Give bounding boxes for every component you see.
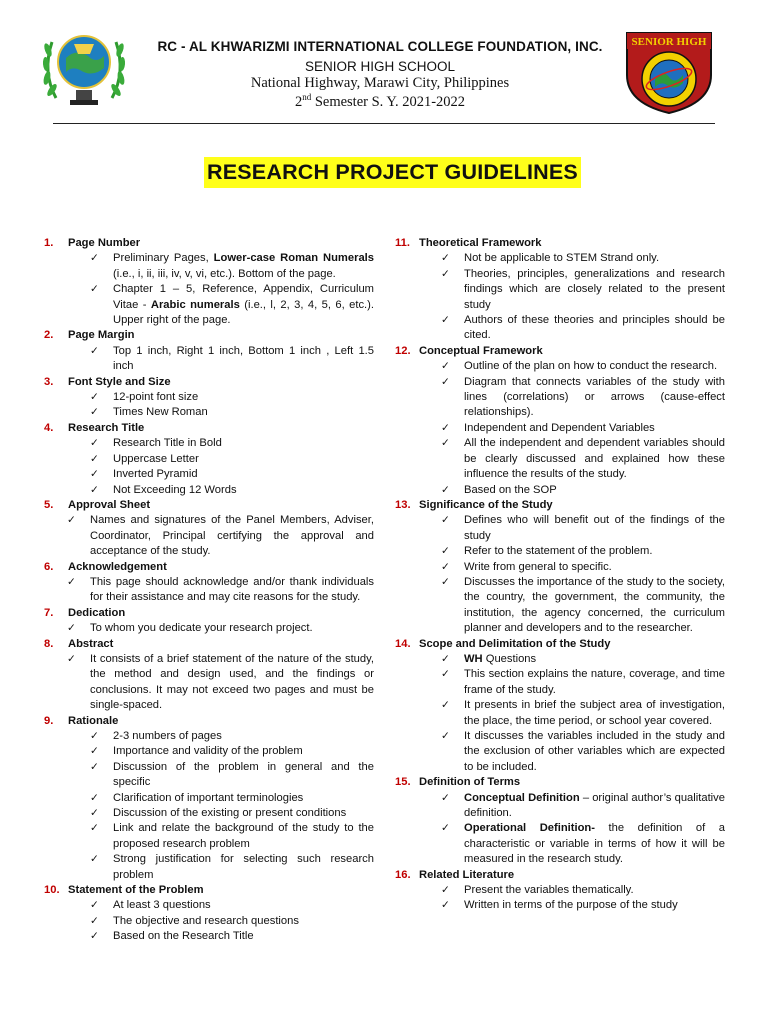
section-number: 16.	[395, 868, 411, 881]
guideline-item	[44, 821, 374, 852]
checkmark-icon: ✓	[90, 930, 99, 943]
checkmark-icon: ✓	[90, 483, 99, 496]
item-text: The objective and research questions	[113, 914, 299, 927]
guideline-item	[395, 698, 725, 729]
guideline-item	[44, 452, 374, 467]
item-text: All the independent and dependent variables should be clearly discussed and explained how these influence the results of the study.	[464, 437, 725, 481]
checkmark-icon: ✓	[67, 652, 76, 665]
item-text: Link and relate the background of the study to the proposed research problem	[113, 822, 374, 850]
section-heading	[395, 344, 725, 359]
guideline-item	[395, 729, 725, 775]
item-text-bold: Lower-case Roman Numerals	[213, 252, 374, 265]
item-text: Not be applicable to STEM Strand only.	[464, 252, 660, 265]
guideline-item	[44, 390, 374, 405]
section-number: 5.	[44, 498, 54, 511]
section-number: 14.	[395, 637, 411, 650]
section-title: Font Style and Size	[68, 375, 171, 388]
guideline-item	[395, 821, 725, 867]
checkmark-icon: ✓	[441, 360, 450, 373]
school-year: 2nd Semester S. Y. 2021-2022	[294, 92, 466, 110]
item-text: Outline of the plan on how to conduct the research.	[464, 360, 718, 373]
section-title: Research Title	[68, 421, 145, 434]
section-number: 13.	[395, 498, 411, 511]
checkmark-icon: ✓	[441, 437, 450, 450]
section-number: 3.	[44, 375, 54, 388]
section-title: Conceptual Framework	[419, 344, 543, 357]
section-title: Rationale	[68, 714, 119, 727]
item-text-bold: Arabic numerals	[150, 298, 240, 311]
item-text: It presents in brief the subject area of investigation, the place, the time period, or school year covered.	[464, 699, 725, 727]
item-text: the definition of a characteristic or variable in terms of how it will be measured in the research study.	[464, 822, 725, 866]
section-number: 12.	[395, 344, 411, 357]
section-heading	[44, 606, 374, 621]
checkmark-icon: ✓	[441, 314, 450, 327]
checkmark-icon: ✓	[441, 483, 450, 496]
item-text: To whom you dedicate your research project.	[90, 622, 313, 635]
guideline-item	[44, 483, 374, 498]
section-heading	[44, 714, 374, 729]
section-title: Abstract	[68, 637, 114, 650]
item-text: Defines who will benefit out of the findings of the study	[464, 514, 725, 542]
section-title: Theoretical Framework	[419, 237, 542, 249]
item-text: Times New Roman	[113, 406, 208, 419]
item-text: Independent and Dependent Variables	[464, 421, 655, 434]
checkmark-icon: ✓	[90, 914, 99, 927]
guideline-item	[395, 791, 725, 822]
checkmark-icon: ✓	[67, 575, 76, 588]
guideline-item	[44, 744, 374, 759]
section-number: 15.	[395, 776, 411, 789]
guideline-item	[395, 313, 725, 344]
guideline-item	[395, 513, 725, 544]
item-text: Write from general to specific.	[464, 560, 612, 573]
section-heading	[44, 883, 374, 898]
guideline-item	[395, 375, 725, 421]
item-text: Uppercase Letter	[113, 452, 199, 465]
guideline-item	[44, 729, 374, 744]
section-number: 4.	[44, 421, 54, 434]
item-text: Questions	[482, 652, 537, 665]
guideline-item	[395, 883, 725, 898]
checkmark-icon: ✓	[441, 375, 450, 388]
guideline-item	[44, 513, 374, 559]
item-text-bold: WH	[464, 652, 483, 665]
item-text: (i.e., l, 2, 3, 4, 5, 6, etc.). Upper right of the page.	[113, 298, 374, 327]
section-heading	[395, 868, 725, 883]
checkmark-icon: ✓	[441, 822, 450, 835]
section-title: Scope and Delimitation of the Study	[419, 637, 611, 650]
checkmark-icon: ✓	[90, 760, 99, 773]
checkmark-icon: ✓	[90, 344, 99, 357]
school-name: SENIOR HIGH SCHOOL	[304, 59, 456, 74]
guideline-item	[395, 667, 725, 698]
checkmark-icon: ✓	[441, 652, 450, 665]
guideline-item	[395, 560, 725, 575]
organization-name: RC - AL KHWARIZMI INTERNATIONAL COLLEGE FOUNDATION, INC.	[157, 39, 603, 54]
guideline-item	[44, 929, 374, 944]
guideline-item	[395, 251, 725, 266]
checkmark-icon: ✓	[90, 252, 99, 265]
section-number: 9.	[44, 714, 54, 727]
senior-high-logo-icon	[621, 29, 717, 115]
guideline-item	[44, 621, 374, 636]
guideline-item	[395, 575, 725, 637]
document-header	[0, 0, 768, 125]
section-title: Significance of the Study	[419, 498, 553, 511]
checkmark-icon: ✓	[90, 437, 99, 450]
guideline-item	[395, 483, 725, 498]
item-text: Clarification of important terminologies	[113, 791, 304, 804]
checkmark-icon: ✓	[441, 899, 450, 912]
item-text: Discussion of the existing or present conditions	[113, 807, 347, 820]
section-heading	[395, 775, 725, 790]
guideline-item	[44, 467, 374, 482]
section-heading	[44, 236, 374, 251]
item-text: At least 3 questions	[113, 899, 211, 912]
item-text: Research Title in Bold	[113, 437, 222, 450]
section-number: 6.	[44, 560, 54, 573]
item-text: Written in terms of the purpose of the study	[464, 899, 678, 912]
guideline-item	[44, 344, 374, 375]
checkmark-icon: ✓	[90, 730, 99, 742]
checkmark-icon: ✓	[441, 668, 450, 681]
checkmark-icon: ✓	[90, 899, 99, 912]
checkmark-icon: ✓	[441, 267, 450, 280]
checkmark-icon: ✓	[441, 252, 450, 265]
checkmark-icon: ✓	[441, 545, 450, 558]
checkmark-icon: ✓	[90, 452, 99, 465]
checkmark-icon: ✓	[90, 853, 99, 866]
guideline-item	[395, 898, 725, 913]
guideline-item	[44, 436, 374, 451]
guideline-item	[44, 914, 374, 929]
section-title: Definition of Terms	[419, 776, 521, 789]
item-text-bold: Operational Definition-	[464, 822, 595, 835]
item-text: Names and signatures of the Panel Members, Adviser, Coordinator, Principal certifying the approval and acceptance of the study.	[90, 514, 374, 558]
guideline-item	[44, 251, 374, 282]
item-text: – original author’s qualitative definition.	[464, 791, 725, 820]
guideline-item	[395, 359, 725, 374]
checkmark-icon: ✓	[90, 807, 99, 820]
item-text: Importance and validity of the problem	[113, 745, 303, 758]
checkmark-icon: ✓	[90, 391, 99, 404]
checkmark-icon: ✓	[90, 283, 99, 296]
guideline-item	[395, 436, 725, 482]
section-title: Statement of the Problem	[68, 884, 204, 897]
section-title: Acknowledgement	[68, 560, 167, 573]
item-text: Discusses the importance of the study to the society, the country, the government, the community, the institution, the agency concerned, the curriculum planner and developers and to the researcher.	[464, 575, 725, 635]
guideline-item	[395, 652, 725, 667]
guideline-item	[44, 898, 374, 913]
section-title: Page Number	[68, 237, 141, 249]
checkmark-icon: ✓	[441, 421, 450, 434]
section-title: Page Margin	[68, 329, 135, 342]
section-number: 11.	[395, 237, 410, 249]
item-text: Authors of these theories and principles should be cited.	[464, 314, 725, 342]
section-heading	[44, 421, 374, 436]
section-heading	[44, 328, 374, 343]
guideline-item	[395, 544, 725, 559]
guidelines-left-column	[44, 236, 374, 945]
checkmark-icon: ✓	[90, 745, 99, 758]
school-address: National Highway, Marawi City, Philippines	[250, 75, 510, 91]
guideline-item	[44, 652, 374, 714]
checkmark-icon: ✓	[90, 406, 99, 419]
checkmark-icon: ✓	[441, 884, 450, 897]
section-heading	[44, 560, 374, 575]
checkmark-icon: ✓	[67, 514, 76, 527]
item-text: Preliminary Pages,	[113, 252, 214, 265]
item-text: 2-3 numbers of pages	[113, 730, 222, 742]
item-text: Refer to the statement of the problem.	[464, 545, 653, 558]
checkmark-icon: ✓	[441, 575, 450, 588]
item-text: 12-point font size	[113, 391, 199, 404]
item-text: Not Exceeding 12 Words	[113, 483, 237, 496]
item-text: It consists of a brief statement of the nature of the study, the method and design used, and the findings or conclusions. It may not exceed two pages and must be single-spaced.	[90, 652, 374, 712]
guideline-item	[44, 282, 374, 328]
guideline-item	[44, 806, 374, 821]
section-number: 1.	[44, 237, 54, 249]
guideline-item	[44, 575, 374, 606]
item-text: Based on the SOP	[464, 483, 557, 496]
checkmark-icon: ✓	[67, 622, 76, 635]
section-title: Approval Sheet	[68, 498, 151, 511]
guideline-item	[44, 791, 374, 806]
item-text-bold: Conceptual Definition	[464, 791, 580, 804]
checkmark-icon: ✓	[441, 699, 450, 712]
guideline-item	[44, 760, 374, 791]
section-heading	[395, 498, 725, 513]
item-text: This page should acknowledge and/or thank individuals for their assistance and may cite reasons for the study.	[90, 575, 374, 604]
section-number: 8.	[44, 637, 54, 650]
item-text: Chapter 1 – 5, Reference, Appendix, Curriculum Vitae -	[113, 283, 374, 311]
guideline-item	[395, 267, 725, 313]
section-heading	[44, 637, 374, 652]
section-heading	[395, 236, 725, 251]
section-title: Related Literature	[419, 868, 515, 881]
section-number: 2.	[44, 329, 54, 342]
guideline-item	[44, 405, 374, 420]
header-divider	[53, 123, 715, 124]
item-text: Present the variables thematically.	[464, 884, 634, 897]
guideline-item	[395, 421, 725, 436]
item-text: Diagram that connects variables of the study with lines (correlations) or arrows (cause-effect relationships).	[464, 375, 725, 419]
item-text: Based on the Research Title	[113, 930, 254, 943]
section-heading	[395, 637, 725, 652]
item-text: (i.e., i, ii, iii, iv, v, vi, etc.). Bottom of the page.	[113, 267, 336, 280]
item-text: Discussion of the problem in general and the specific	[113, 760, 374, 789]
checkmark-icon: ✓	[441, 791, 450, 804]
checkmark-icon: ✓	[441, 514, 450, 527]
section-title: Dedication	[68, 606, 126, 619]
checkmark-icon: ✓	[90, 791, 99, 804]
page-title: RESEARCH PROJECT GUIDELINES	[204, 157, 581, 188]
checkmark-icon: ✓	[441, 730, 450, 742]
item-text: This section explains the nature, coverage, and time frame of the study.	[464, 668, 725, 696]
section-heading	[44, 375, 374, 390]
senior-high-logo-text: SENIOR HIGH	[631, 36, 707, 48]
item-text: Strong justification for selecting such research problem	[113, 853, 374, 881]
item-text: Theories, principles, generalizations and research findings which are closely related to the present study	[464, 267, 725, 311]
item-text: It discusses the variables included in the study and the exclusion of other variables which are expected to be included.	[464, 730, 725, 773]
item-text: Top 1 inch, Right 1 inch, Bottom 1 inch , Left 1.5 inch	[113, 344, 374, 373]
college-logo-icon	[36, 20, 132, 116]
section-number: 7.	[44, 606, 54, 619]
section-number: 10.	[44, 884, 60, 897]
section-heading	[44, 498, 374, 513]
checkmark-icon: ✓	[441, 560, 450, 573]
guideline-item	[44, 852, 374, 883]
guidelines-right-column	[395, 236, 725, 914]
item-text: Inverted Pyramid	[113, 468, 198, 481]
checkmark-icon: ✓	[90, 468, 99, 481]
checkmark-icon: ✓	[90, 822, 99, 835]
